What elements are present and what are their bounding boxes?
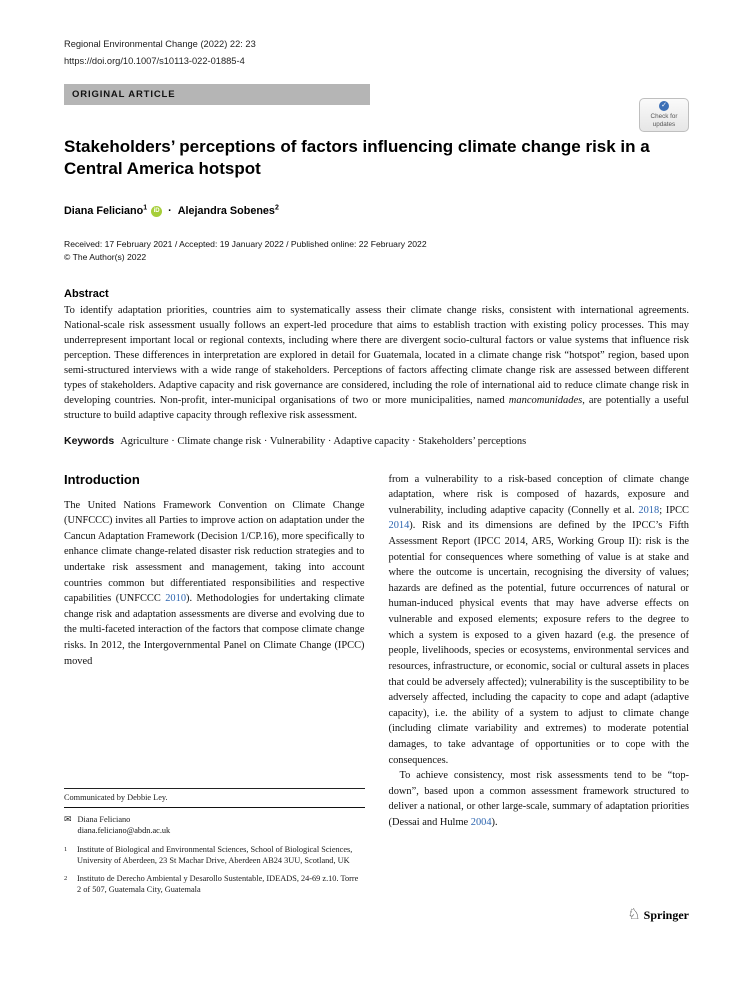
orcid-icon[interactable]: iD: [151, 206, 162, 217]
left-column: [64, 472, 365, 902]
body-paragraph: from a vulnerability to a risk-based conception of climate change adaptation, where risk is composed of hazards, exposure and vulnerability, including adaptive capacity (Connelly et al. 2018; IPCC 2014). Risk and its dimensions are defined by the IPCC’s Fifth Assessment Report (IPCC 2014, AR5, Working Group II): risk is the potential for consequences where something of value is at stake and where the outcome is uncertain, recognising the diversity of values; hazards are defined as the potential, future occurrences of natural or human-induced physical events that may have adverse effects on vulnerable and exposed elements; exposure refers to the degree to which a system is exposed to a given hazard (e.g. the presence of people, livelihoods, species or ecosystems, environmental services and resources, infrastructure, or economic, social or cultural assets in places that could be adversely affected); vulnerability is the susceptibility to be adversely affected, including the capacity to cope and adapt (adaptive capacity), i.e. the ability of a system to adjust to climate change (including climate variability and extremes) to moderate potential damages, to take advantage of opportunities or to cope with the consequences.: [388, 473, 689, 766]
affiliation-2: [64, 873, 365, 896]
footnotes-block: [64, 788, 365, 902]
citation-link[interactable]: 2010: [165, 593, 187, 605]
citation-link[interactable]: 2014: [388, 520, 410, 532]
body-paragraph: The United Nations Framework Convention on Climate Change (UNFCCC) invites all Parties to improve action on adaptation under the Cancun Adaptation Framework (Decision 1/CP.16), more specifically to enhance climate change-related disaster risk reduction strategies and to undertake risk assessment and management, taking into account countries common but differentiated responsibilities and respective capabilities (UNFCCC 2010). Methodologies for undertaking climate change risk and adaptation assessments are diverse and evolving due to the multi-faceted interaction of the factors that compose climate change risks. In 2012, the Intergovernmental Panel on Climate Change (IPCC) moved: [64, 499, 365, 667]
copyright-line: © The Author(s) 2022: [64, 251, 147, 262]
author-1-affiliation-sup: 1: [143, 204, 148, 212]
communicated-by-note: Communicated by Debbie Ley.: [64, 793, 168, 802]
author-1: Diana Feliciano$^1$: [64, 204, 148, 218]
affiliation-1: [64, 844, 365, 867]
article-title: Stakeholders’ perceptions of factors influencing climate change risk in a Central America hotspot: [64, 136, 650, 178]
section-heading-introduction: Introduction: [64, 471, 140, 487]
journal-header: [64, 38, 689, 69]
doi-link[interactable]: https://doi.org/10.1007/s10113-022-01885-4: [64, 55, 245, 66]
corresponding-author-details: [78, 814, 171, 837]
italic-term: mancomunidades: [508, 394, 583, 406]
author-2: Alejandra Sobenes$^2$: [177, 204, 279, 218]
corresponding-author-block: [64, 814, 365, 837]
citation-link[interactable]: 2004: [470, 816, 492, 828]
author-2-affiliation-sup: 2: [274, 204, 279, 212]
check-for-updates-label: Check for updates: [650, 113, 678, 128]
footnote-divider-bottom: [64, 807, 365, 808]
journal-citation-line: Regional Environmental Change (2022) 22: 23: [64, 39, 256, 49]
author-separator: ·: [168, 205, 172, 218]
body-columns: [64, 472, 689, 902]
keywords-label: Keywords: [64, 434, 115, 447]
right-column: [389, 472, 690, 902]
citation-link[interactable]: 2018: [638, 504, 660, 516]
springer-knight-icon: ♘: [627, 906, 641, 923]
crossmark-icon: ✓: [659, 101, 669, 111]
affiliation-1-number: 1: [64, 845, 68, 853]
page-footer: [64, 908, 689, 923]
corresponding-author-email[interactable]: diana.feliciano@abdn.ac.uk: [77, 826, 171, 836]
corresponding-author-name: Diana Feliciano: [77, 814, 131, 824]
envelope-icon: ✉: [64, 813, 72, 824]
affiliation-1-text: Institute of Biological and Environmental Sciences, School of Biological Sciences, University of Aberdeen, 23 St Machar Drive, Aberdeen AB24 3UU, Scotland, UK: [77, 844, 353, 866]
author-line: [64, 205, 689, 217]
body-paragraph: To achieve consistency, most risk assessments tend to be “top-down”, based upon a common assessment framework structured to deliver a national, or other large-scale, summary of adaptation priorities (Dessai and Hulme 2004).: [388, 770, 689, 828]
keywords-line: [64, 435, 689, 447]
keywords-items: Agriculture · Climate change risk · Vulnerability · Adaptive capacity · Stakeholders’ perceptions: [120, 435, 527, 447]
springer-logotype: Springer: [643, 907, 689, 922]
article-type-banner: ORIGINAL ARTICLE: [64, 84, 370, 105]
banner-row: [64, 84, 689, 128]
article-meta: [64, 238, 689, 263]
abstract-heading: Abstract: [64, 288, 109, 301]
affiliation-2-text: Instituto de Derecho Ambiental y Desarollo Sustentable, IDEADS, 24-69 z.10. Torre 2 of 507, Guatemala City, Guatemala: [77, 873, 359, 895]
abstract-text: To identify adaptation priorities, countries aim to systematically assess their climate change risks, consistent with international agreements. National-scale risk assessment usually follows an expert-led procedure that aims to establish traction with existing policy processes. This may underrepresent important local or regional contexts, including where there are divergent socio-cultural factors or value systems that influence risk perception. These differences in interpretation are explored in detail for Guatemala, located in a climate change risk “hotspot” region, based upon semi-structured interviews with a wide range of stakeholders. Perceptions of factors affecting climate change risk are assessed between different types of stakeholders. Adaptive capacity and risk governance are considered, including the role of international aid to reduce climate change risk in developing countries. Non-profit, inter-municipal organisations of two or more municipalities, named mancomunidades, are potentially a useful structure to build adaptive capacity through reflexive risk assessment.: [64, 305, 689, 421]
check-for-updates-badge[interactable]: [639, 98, 689, 132]
received-accepted-published-line: Received: 17 February 2021 / Accepted: 19 January 2022 / Published online: 22 February 2022: [64, 239, 427, 250]
affiliation-2-number: 2: [64, 874, 68, 882]
